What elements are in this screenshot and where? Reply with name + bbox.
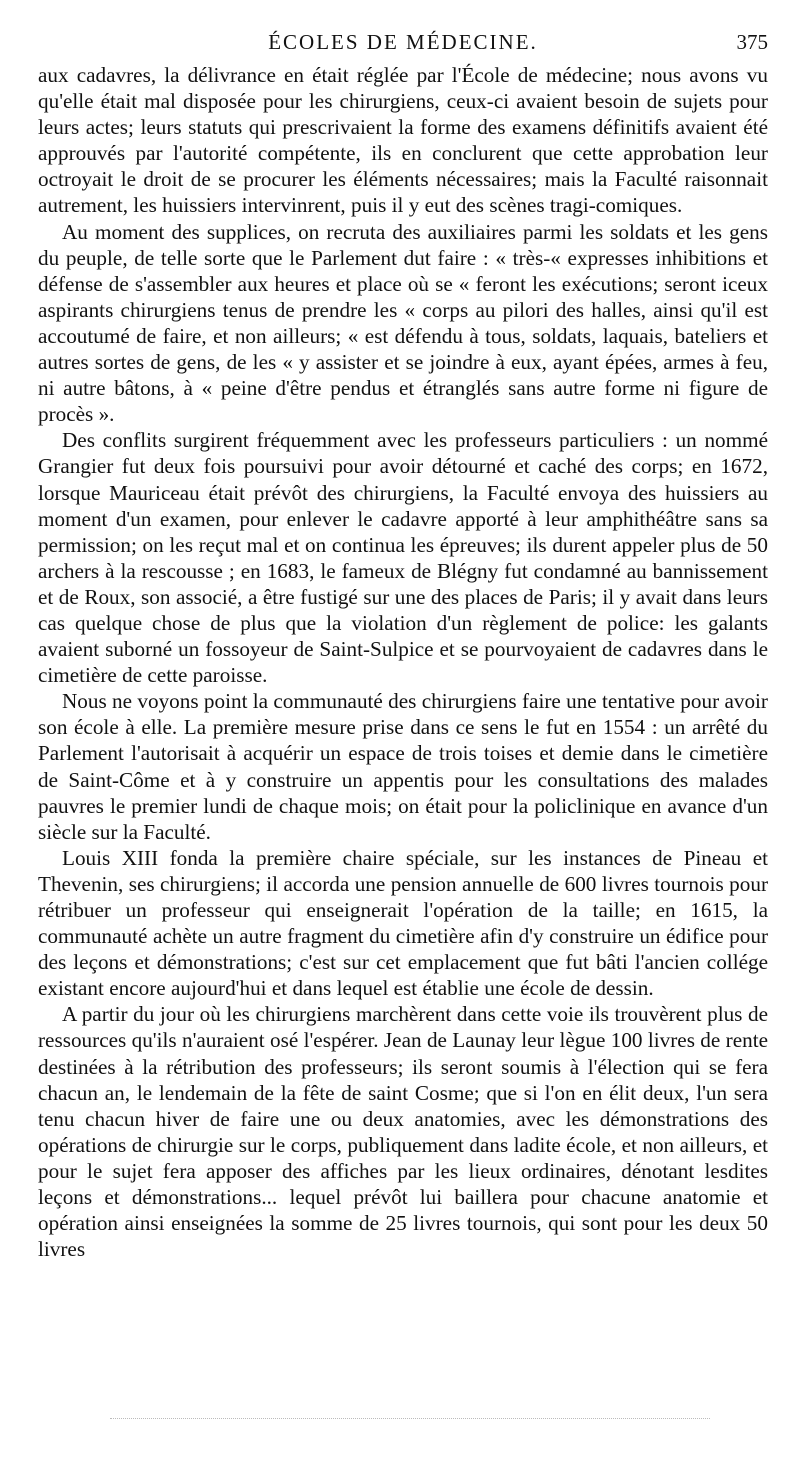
page-header [38, 30, 768, 60]
running-title: ÉCOLES DE MÉDECINE. [268, 30, 538, 54]
paragraph-continued: aux cadavres, la délivrance en était réglée par l'École de médecine; nous avons vu qu'elle était mal disposée pour les chirurgiens, ceux-ci avaient besoin de sujets pour leurs actes; leurs statuts qui prescrivaient la forme des examens définitifs avaient été approuvés par l'autorité compétente, ils en conclurent que cette approbation leur octroyait le droit de se procurer les éléments nécessaires; mais la Faculté raisonnait autrement, les huissiers intervinrent, puis il y eut des scènes tragi-comiques. [38, 63, 768, 218]
paragraph-conflits: Des conflits surgirent fréquemment avec les professeurs particuliers : un nommé Grangier fut deux fois poursuivi pour avoir détourné et caché des corps; en 1672, lorsque Mauriceau était prévôt des chirurgiens, la Faculté envoya des huissiers au moment d'un examen, pour enlever le cadavre apporté à leur amphithéâtre sans sa permission; on les reçut mal et on continua les épreuves; ils durent appeler plus de 50 archers à la rescousse ; en 1683, le fameux de Blégny fut condamné au bannissement et de Roux, son associé, a être fustigé sur une des places de Paris; il y avait dans leurs cas quelque chose de plus que la violation d'un règlement de police: les galants avaient suborné un fossoyeur de Saint-Sulpice et se pourvoyaient de cadavres dans le cimetière de cette paroisse. [38, 428, 768, 688]
page-number: 375 [736, 30, 768, 54]
paragraph-jean-de-launay: A partir du jour où les chirurgiens marchèrent dans cette voie ils trouvèrent plus de ressources qu'ils n'auraient osé l'espérer. Jean de Launay leur lègue 100 livres de rente destinées à la rétribution des professeurs; ils seront soumis à l'élection qui se fera chacun an, le lendemain de la fête de saint Cosme; que si l'on en élit deux, l'un sera tenu chacun hiver de faire une ou deux anatomies, avec les démonstrations des opérations de chirurgie sur le corps, publiquement dans ladite école, et non ailleurs, et pour le sujet fera apposer des affiches par les lieux ordinaires, dénotant lesdites leçons et démonstrations... lequel prévôt lui baillera pour chacune anatomie et opération ainsi enseignées la somme de 25 livres tournois, qui sont pour les deux 50 livres [38, 1002, 768, 1262]
body-text [38, 62, 768, 1262]
paragraph-communaute: Nous ne voyons point la communauté des chirurgiens faire une tentative pour avoir son école à elle. La première mesure prise dans ce sens le fut en 1554 : un arrêté du Parlement l'autorisait à acquérir un espace de trois toises et demie dans le cimetière de Saint-Côme et à y construire un appentis pour les consultations des malades pauvres le premier lundi de chaque mois; on était pour la policlinique en avance d'un siècle sur la Faculté. [38, 689, 768, 844]
paragraph-louis-xiii: Louis XIII fonda la première chaire spéciale, sur les instances de Pineau et Thevenin, ses chirurgiens; il accorda une pension annuelle de 600 livres tournois pour rétribuer un professeur qui enseignerait l'opération de la taille; en 1615, la communauté achète un autre fragment du cimetière afin d'y construire un édifice pour des leçons et démonstrations; c'est sur cet emplacement que fut bâti l'ancien collége existant encore aujourd'hui et dans lequel est établie une école de dessin. [38, 845, 768, 1001]
paragraph-supplices: Au moment des supplices, on recruta des auxiliaires parmi les soldats et les gens du peuple, de telle sorte que le Parlement dut faire : « très-« expresses inhibitions et défense de s'assembler aux heures et place où se « feront les exécutions; seront iceux aspirants chirurgiens tenus de prendre les « corps au pilori des halles, ainsi qu'il est accoutumé de faire, et non ailleurs; « est défendu à tous, soldats, laquais, bateliers et autres sortes de gens, de les « y assister et se joindre à eux, ayant épées, armes à feu, ni autre bâtons, à « peine d'être pendus et étranglés sans autre forme ni figure de procès ». [38, 219, 768, 427]
bottom-bleed-marks [110, 1418, 710, 1429]
